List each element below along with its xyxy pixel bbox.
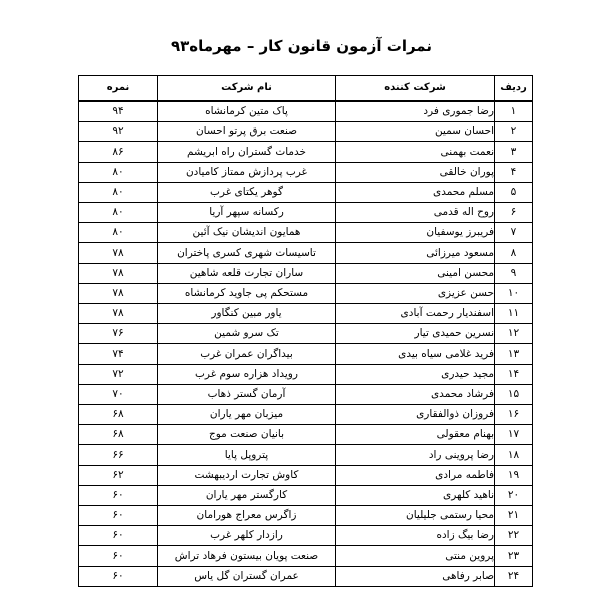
score-value: ۷۸ bbox=[79, 263, 158, 283]
score-value: ۶۰ bbox=[79, 485, 158, 505]
score-value: ۸۰ bbox=[79, 162, 158, 182]
participant-name: نسرین حمیدی تیار bbox=[336, 324, 495, 344]
table-row bbox=[79, 485, 533, 505]
company-name: همایون اندیشان نیک آئین bbox=[158, 223, 336, 243]
participant-name: محسن امینی bbox=[336, 263, 495, 283]
participant-name: فروزان ذوالفقاری bbox=[336, 405, 495, 425]
company-name: رویداد هزاره سوم غرب bbox=[158, 364, 336, 384]
company-name: یاور مبین کنگاور bbox=[158, 304, 336, 324]
company-name: صنعت برق پرتو احسان bbox=[158, 122, 336, 142]
score-value: ۸۰ bbox=[79, 223, 158, 243]
participant-name: پروین منتی bbox=[336, 546, 495, 566]
row-number: ۲ bbox=[495, 122, 533, 142]
row-number: ۷ bbox=[495, 223, 533, 243]
company-name: غرب پردازش ممتاز کامیادن bbox=[158, 162, 336, 182]
score-value: ۶۶ bbox=[79, 445, 158, 465]
table-row bbox=[79, 162, 533, 182]
table-row bbox=[79, 405, 533, 425]
row-number: ۱۴ bbox=[495, 364, 533, 384]
table-row bbox=[79, 445, 533, 465]
score-value: ۷۸ bbox=[79, 304, 158, 324]
score-value: ۷۰ bbox=[79, 384, 158, 404]
company-name: خدمات گستران راه ابریشم bbox=[158, 142, 336, 162]
score-value: ۶۰ bbox=[79, 546, 158, 566]
table-row bbox=[79, 182, 533, 202]
company-name: تک سرو شمین bbox=[158, 324, 336, 344]
score-value: ۷۶ bbox=[79, 324, 158, 344]
score-value: ۶۸ bbox=[79, 405, 158, 425]
table-row bbox=[79, 304, 533, 324]
score-value: ۷۸ bbox=[79, 243, 158, 263]
score-value: ۸۶ bbox=[79, 142, 158, 162]
table-header bbox=[79, 76, 533, 102]
table-row bbox=[79, 243, 533, 263]
row-number: ۱۲ bbox=[495, 324, 533, 344]
participant-name: اسفندیار رحمت آبادی bbox=[336, 304, 495, 324]
table-row bbox=[79, 344, 533, 364]
table-row bbox=[79, 223, 533, 243]
table-row bbox=[79, 101, 533, 122]
table-row bbox=[79, 566, 533, 586]
company-name: عمران گستران گل یاس bbox=[158, 566, 336, 586]
participant-name: احسان سمین bbox=[336, 122, 495, 142]
score-value: ۶۰ bbox=[79, 526, 158, 546]
table-row bbox=[79, 324, 533, 344]
score-value: ۶۸ bbox=[79, 425, 158, 445]
participant-name: مجید حیدری bbox=[336, 364, 495, 384]
participant-name: نعمت بهمنی bbox=[336, 142, 495, 162]
participant-name: حسن عزیزی bbox=[336, 283, 495, 303]
row-number: ۱۹ bbox=[495, 465, 533, 485]
table-row bbox=[79, 122, 533, 142]
company-name: کاوش تجارت اردیبهشت bbox=[158, 465, 336, 485]
row-number: ۱۰ bbox=[495, 283, 533, 303]
participant-name: بهنام معقولی bbox=[336, 425, 495, 445]
row-number: ۲۱ bbox=[495, 506, 533, 526]
company-name: پاک متین کرمانشاه bbox=[158, 101, 336, 122]
table-row bbox=[79, 465, 533, 485]
company-name: ساران تجارت قلعه شاهین bbox=[158, 263, 336, 283]
scores-table bbox=[78, 75, 533, 587]
document-title: نمرات آزمون قانون کار – مهرماه۹۳ bbox=[170, 37, 432, 55]
table-row bbox=[79, 203, 533, 223]
participant-name: رضا پروینی راد bbox=[336, 445, 495, 465]
company-name: مستحکم پی جاوید کرمانشاه bbox=[158, 283, 336, 303]
row-number: ۵ bbox=[495, 182, 533, 202]
participant-name: رضا جموری فرد bbox=[336, 101, 495, 122]
row-number: ۲۲ bbox=[495, 526, 533, 546]
participant-name: پوران خالقی bbox=[336, 162, 495, 182]
company-name: رکسانه سپهر آریا bbox=[158, 203, 336, 223]
row-number: ۱ bbox=[495, 101, 533, 122]
header-participant: شرکت کننده bbox=[336, 76, 495, 102]
header-row-number: ردیف bbox=[495, 76, 533, 102]
row-number: ۱۵ bbox=[495, 384, 533, 404]
company-name: کارگستر مهر یاران bbox=[158, 485, 336, 505]
table-body bbox=[79, 101, 533, 587]
company-name: آرمان گستر ذهاب bbox=[158, 384, 336, 404]
row-number: ۲۰ bbox=[495, 485, 533, 505]
participant-name: فرید غلامی سیاه بیدی bbox=[336, 344, 495, 364]
row-number: ۹ bbox=[495, 263, 533, 283]
table-row bbox=[79, 425, 533, 445]
company-name: گوهر یکتای غرب bbox=[158, 182, 336, 202]
company-name: زاگرس معراج هورامان bbox=[158, 506, 336, 526]
table-row bbox=[79, 263, 533, 283]
participant-name: فاطمه مرادی bbox=[336, 465, 495, 485]
row-number: ۸ bbox=[495, 243, 533, 263]
row-number: ۱۸ bbox=[495, 445, 533, 465]
table-row bbox=[79, 546, 533, 566]
row-number: ۱۶ bbox=[495, 405, 533, 425]
company-name: بانیان صنعت موج bbox=[158, 425, 336, 445]
row-number: ۳ bbox=[495, 142, 533, 162]
participant-name: ناهید کلهری bbox=[336, 485, 495, 505]
row-number: ۱۷ bbox=[495, 425, 533, 445]
score-value: ۷۲ bbox=[79, 364, 158, 384]
participant-name: فرشاد محمدی bbox=[336, 384, 495, 404]
table-row bbox=[79, 283, 533, 303]
table-row bbox=[79, 364, 533, 384]
row-number: ۱۱ bbox=[495, 304, 533, 324]
participant-name: فریبرز یوسفیان bbox=[336, 223, 495, 243]
table-row bbox=[79, 142, 533, 162]
participant-name: مسعود میرزائی bbox=[336, 243, 495, 263]
row-number: ۲۴ bbox=[495, 566, 533, 586]
company-name: رازدار کلهر غرب bbox=[158, 526, 336, 546]
score-value: ۶۰ bbox=[79, 566, 158, 586]
score-value: ۸۰ bbox=[79, 182, 158, 202]
row-number: ۶ bbox=[495, 203, 533, 223]
participant-name: محیا رستمی جلیلیان bbox=[336, 506, 495, 526]
row-number: ۴ bbox=[495, 162, 533, 182]
score-value: ۷۴ bbox=[79, 344, 158, 364]
score-value: ۹۲ bbox=[79, 122, 158, 142]
company-name: بیداگران عمران غرب bbox=[158, 344, 336, 364]
score-value: ۶۰ bbox=[79, 506, 158, 526]
score-value: ۶۲ bbox=[79, 465, 158, 485]
company-name: صنعت پویان بیستون فرهاد تراش bbox=[158, 546, 336, 566]
header-score: نمره bbox=[79, 76, 158, 102]
company-name: میزبان مهر یاران bbox=[158, 405, 336, 425]
table-row bbox=[79, 526, 533, 546]
row-number: ۲۳ bbox=[495, 546, 533, 566]
participant-name: صابر رفاهی bbox=[336, 566, 495, 586]
header-row bbox=[79, 76, 533, 102]
table-row bbox=[79, 506, 533, 526]
company-name: تاسیسات شهری کسری پاختران bbox=[158, 243, 336, 263]
score-value: ۸۰ bbox=[79, 203, 158, 223]
participant-name: روح اله قدمی bbox=[336, 203, 495, 223]
table-row bbox=[79, 384, 533, 404]
score-value: ۷۸ bbox=[79, 283, 158, 303]
score-value: ۹۴ bbox=[79, 101, 158, 122]
company-name: پتروپل پایا bbox=[158, 445, 336, 465]
row-number: ۱۳ bbox=[495, 344, 533, 364]
header-company-name: نام شرکت bbox=[158, 76, 336, 102]
participant-name: مسلم محمدی bbox=[336, 182, 495, 202]
participant-name: رضا بیگ زاده bbox=[336, 526, 495, 546]
